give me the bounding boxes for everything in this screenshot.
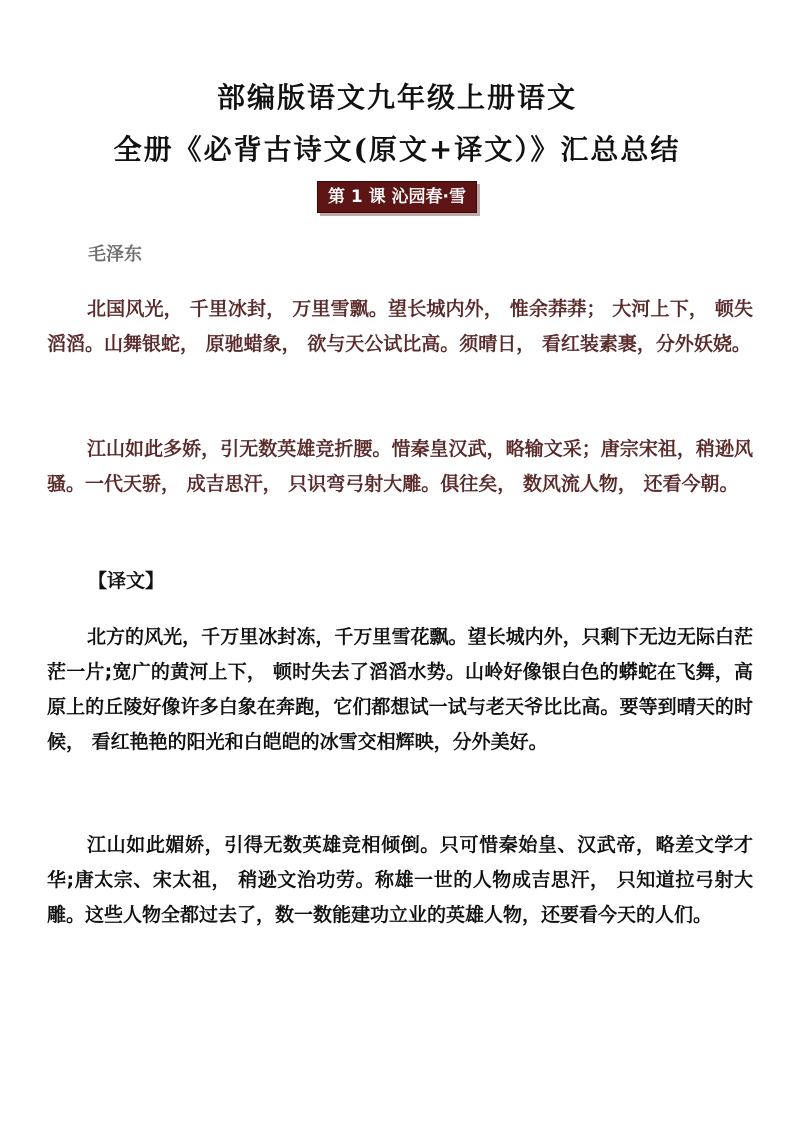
- poem-paragraph-1: 北国风光， 千里冰封， 万里雪飘。望长城内外， 惟余莽莽； 大河上下， 顿失滔滔。山舞银蛇， 原驰蜡象， 欲与天公试比高。须晴日， 看红装素裹，分外妖娆。: [47, 298, 753, 355]
- poem-paragraph-2: 江山如此多娇，引无数英雄竞折腰。惜秦皇汉武，略输文采；唐宗宋祖，稍逊风骚。一代天骄， 成吉思汗， 只识弯弓射大雕。俱往矣， 数风流人物， 还看今朝。: [47, 438, 753, 495]
- document-title-line-1: 部编版语文九年级上册语文: [216, 81, 577, 114]
- translation-paragraph-1: 北方的风光，千万里冰封冻，千万里雪花飘。望长城内外，只剩下无边无际白茫茫一片;宽广的黄河上下， 顿时失去了滔滔水势。山岭好像银白色的蟒蛇在飞舞，高原上的丘陵好像许多白象在奔跑，它们都想试一试与老天爷比比高。要等到晴天的时候， 看红艳艳的阳光和白皑皑的冰雪交相辉映，分外美好。: [47, 626, 753, 753]
- lesson-badge: 第 1 课 沁园春·雪: [317, 181, 477, 213]
- translation-heading: 【译文】: [88, 570, 165, 592]
- poem-author: 毛泽东: [88, 244, 142, 265]
- translation-paragraph-2: 江山如此媚娇，引得无数英雄竞相倾倒。只可惜秦始皇、汉武帝，略差文学才华;唐太宗、宋太祖， 稍逊文治功劳。称雄一世的人物成吉思汗， 只知道拉弓射大雕。这些人物全都过去了，数一数能建功立业的英雄人物，还要看今天的人们。: [47, 834, 753, 926]
- document-title-line-2: 全册《必背古诗文(原文+译文）》汇总总结: [113, 133, 681, 166]
